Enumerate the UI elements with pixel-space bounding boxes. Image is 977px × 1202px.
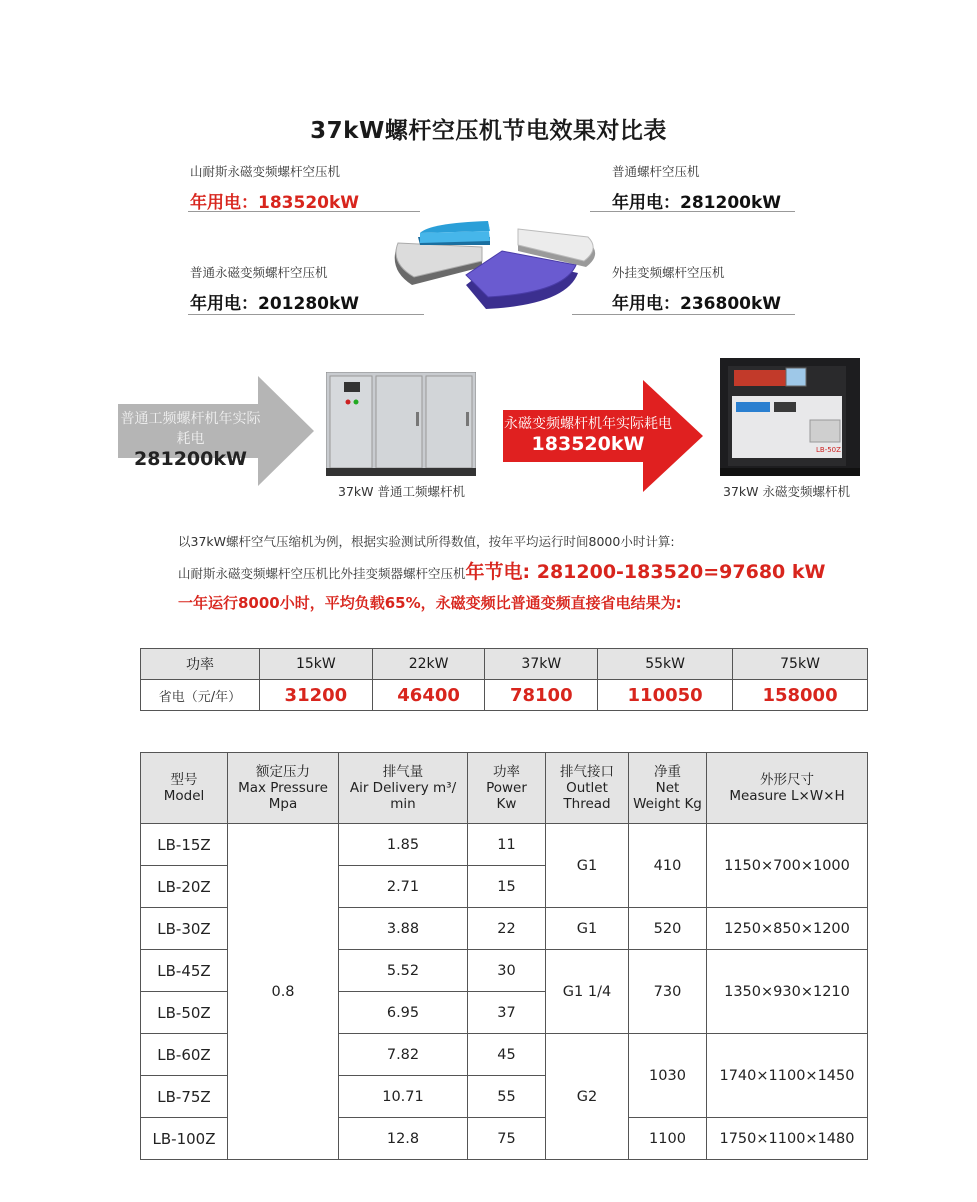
spec-weight-cell: 730	[629, 950, 707, 1034]
spec-model-cell: LB-75Z	[141, 1076, 228, 1118]
savings-table-header-row	[141, 649, 868, 680]
spec-power-cell: 22	[468, 908, 546, 950]
pm-machine-caption: 37kW 永磁变频螺杆机	[723, 484, 850, 499]
description-line3: 一年运行8000小时，平均负载65%，永磁变频比普通变频直接省电结果为:	[178, 594, 682, 612]
spec-power-cell: 55	[468, 1076, 546, 1118]
savings-power-cell: 22kW	[372, 649, 485, 680]
red-arrow	[503, 413, 673, 455]
spec-header-outlet: 排气接口 Outlet Thread	[546, 753, 629, 824]
savings-value-cell: 31200	[260, 680, 373, 711]
label-shannaisi-value: 年用电：183520kW	[190, 193, 360, 213]
label-ordinary-value: 年用电：281200kW	[612, 193, 782, 213]
spec-weight-cell: 520	[629, 908, 707, 950]
spec-model-cell: LB-50Z	[141, 992, 228, 1034]
gray-arrow	[118, 408, 263, 470]
spec-delivery-cell: 6.95	[339, 992, 468, 1034]
spec-delivery-cell: 10.71	[339, 1076, 468, 1118]
label-external-value: 年用电：236800kW	[612, 294, 782, 314]
savings-header-label: 功率	[141, 649, 260, 680]
leader-line-shannaisi	[188, 211, 420, 212]
savings-table-values-row	[141, 680, 868, 711]
spec-power-cell: 45	[468, 1034, 546, 1076]
spec-table-header-row	[141, 753, 868, 824]
spec-delivery-cell: 1.85	[339, 824, 468, 866]
spec-weight-cell: 410	[629, 824, 707, 908]
spec-header-pressure: 额定压力 Max Pressure Mpa	[228, 753, 339, 824]
spec-model-cell: LB-45Z	[141, 950, 228, 992]
spec-measure-cell: 1350×930×1210	[707, 950, 868, 1034]
leader-line-pm-ordinary	[188, 314, 424, 315]
spec-power-cell: 30	[468, 950, 546, 992]
spec-outlet-cell: G1	[546, 908, 629, 950]
savings-power-cell: 37kW	[485, 649, 598, 680]
spec-delivery-cell: 12.8	[339, 1118, 468, 1160]
spec-header-model: 型号 Model	[141, 753, 228, 824]
spec-model-cell: LB-60Z	[141, 1034, 228, 1076]
description-line2	[178, 557, 826, 584]
savings-value-cell: 78100	[485, 680, 598, 711]
spec-delivery-cell: 5.52	[339, 950, 468, 992]
spec-model-cell: LB-20Z	[141, 866, 228, 908]
label-pm-ordinary-value: 年用电：201280kW	[190, 294, 360, 314]
spec-delivery-cell: 7.82	[339, 1034, 468, 1076]
description-line2-prefix: 山耐斯永磁变频螺杆空压机比外挂变频器螺杆空压机	[178, 566, 466, 581]
ordinary-machine-caption: 37kW 普通工频螺杆机	[338, 484, 465, 499]
page-title: 37kW螺杆空压机节电效果对比表	[310, 118, 667, 144]
spec-power-cell: 37	[468, 992, 546, 1034]
savings-power-cell: 75kW	[733, 649, 868, 680]
label-shannaisi-name: 山耐斯永磁变频螺杆空压机	[190, 164, 341, 179]
savings-row-label: 省电（元/年）	[141, 680, 260, 711]
spec-power-cell: 11	[468, 824, 546, 866]
savings-value-cell: 110050	[598, 680, 733, 711]
spec-outlet-cell: G1	[546, 824, 629, 908]
spec-measure-cell: 1250×850×1200	[707, 908, 868, 950]
spec-delivery-cell: 2.71	[339, 866, 468, 908]
leader-line-ordinary	[590, 211, 795, 212]
spec-model-cell: LB-30Z	[141, 908, 228, 950]
red-arrow-line2: 183520kW	[531, 433, 645, 455]
savings-power-cell: 55kW	[598, 649, 733, 680]
savings-table	[140, 648, 868, 711]
savings-power-cell: 15kW	[260, 649, 373, 680]
spec-table	[140, 752, 868, 1160]
pie-chart	[390, 215, 610, 325]
label-external-name: 外挂变频螺杆空压机	[612, 265, 725, 280]
pie-slice-pm-ordinary	[395, 243, 482, 285]
spec-pressure-cell: 0.8	[228, 824, 339, 1160]
gray-arrow-line1: 普通工频螺杆机年实际耗电	[120, 411, 261, 447]
pie-slice-shannaisi	[418, 221, 490, 245]
red-arrow-line1: 永磁变频螺杆机年实际耗电	[504, 416, 672, 432]
spec-header-delivery: 排气量 Air Delivery m³/ min	[339, 753, 468, 824]
description-line2-highlight: 年节电: 281200-183520=97680 kW	[465, 561, 826, 583]
spec-header-power: 功率 Power Kw	[468, 753, 546, 824]
spec-measure-cell: 1150×700×1000	[707, 824, 868, 908]
spec-header-measure: 外形尺寸 Measure L×W×H	[707, 753, 868, 824]
table-row	[141, 824, 868, 866]
spec-measure-cell: 1750×1100×1480	[707, 1118, 868, 1160]
spec-model-cell: LB-100Z	[141, 1118, 228, 1160]
label-pm-ordinary-name: 普通永磁变频螺杆空压机	[190, 265, 328, 280]
spec-outlet-cell: G2	[546, 1034, 629, 1160]
spec-weight-cell: 1030	[629, 1034, 707, 1118]
pm-machine-panel-text: LB-50Z	[816, 446, 841, 454]
spec-header-weight: 净重 Net Weight Kg	[629, 753, 707, 824]
spec-measure-cell: 1740×1100×1450	[707, 1034, 868, 1118]
savings-value-cell: 158000	[733, 680, 868, 711]
savings-value-cell: 46400	[372, 680, 485, 711]
ordinary-machine-image	[326, 372, 476, 476]
spec-power-cell: 15	[468, 866, 546, 908]
spec-model-cell: LB-15Z	[141, 824, 228, 866]
description-line1: 以37kW螺杆空气压缩机为例，根据实验测试所得数值，按年平均运行时间8000小时计算:	[178, 534, 675, 549]
label-ordinary-name: 普通螺杆空压机	[612, 164, 700, 179]
pm-machine-image	[720, 358, 860, 476]
spec-delivery-cell: 3.88	[339, 908, 468, 950]
spec-power-cell: 75	[468, 1118, 546, 1160]
spec-outlet-cell: G1 1/4	[546, 950, 629, 1034]
leader-line-external	[572, 314, 795, 315]
spec-weight-cell: 1100	[629, 1118, 707, 1160]
gray-arrow-line2: 281200kW	[134, 448, 247, 470]
